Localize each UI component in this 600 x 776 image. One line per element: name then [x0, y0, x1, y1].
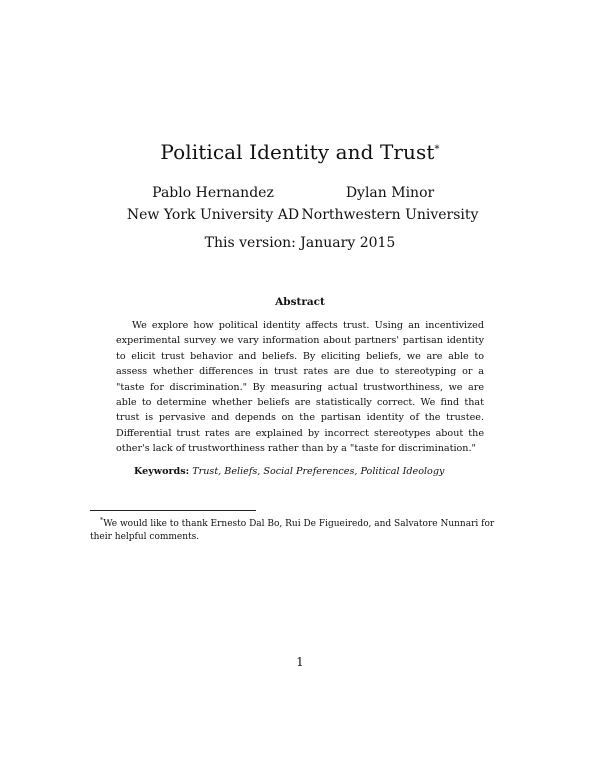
author-name: Pablo Hernandez: [152, 185, 274, 201]
keywords-list: Trust, Beliefs, Social Preferences, Political Ideology: [192, 466, 445, 477]
footnote: [90, 514, 510, 544]
author-block-1: [118, 182, 308, 226]
version-date: This version: January 2015: [204, 235, 396, 251]
page-number: 1: [296, 655, 304, 669]
footnote-divider: [90, 510, 256, 511]
footnote-text: We would like to thank Ernesto Dal Bo, Rui De Figueiredo, and Salvatore Nunnari for their helpful comments.: [90, 519, 495, 542]
paper-title: [0, 140, 600, 164]
abstract-heading: Abstract: [275, 296, 325, 308]
keywords-label: Keywords:: [134, 466, 190, 477]
author-name: Dylan Minor: [345, 185, 435, 201]
author-affiliation: Northwestern University: [301, 207, 479, 223]
title-footnote-marker: *: [434, 144, 440, 155]
author-block-2: [300, 182, 480, 226]
author-affiliation: New York University AD: [126, 207, 300, 223]
title-text: Political Identity and Trust: [160, 140, 435, 164]
keywords-line: [134, 466, 494, 477]
abstract-text: We explore how political identity affects trust. Using an incentivized experimental survey we vary information about partners' partisan identity to elicit trust behavior and beliefs. By eliciting beliefs, we are able to assess whether differences in trust rates are due to stereotyping or a "taste for discrimination." By measuring actual trustworthiness, we are able to determine whether beliefs are statistically correct. We find that trust is pervasive and depends on the partisan identity of the trustee. Differential trust rates are explained by incorrect stereotypes about the other's lack of trustworthiness rather than by a "taste for discrimination.": [116, 320, 484, 455]
footnote-marker: *: [100, 516, 104, 524]
